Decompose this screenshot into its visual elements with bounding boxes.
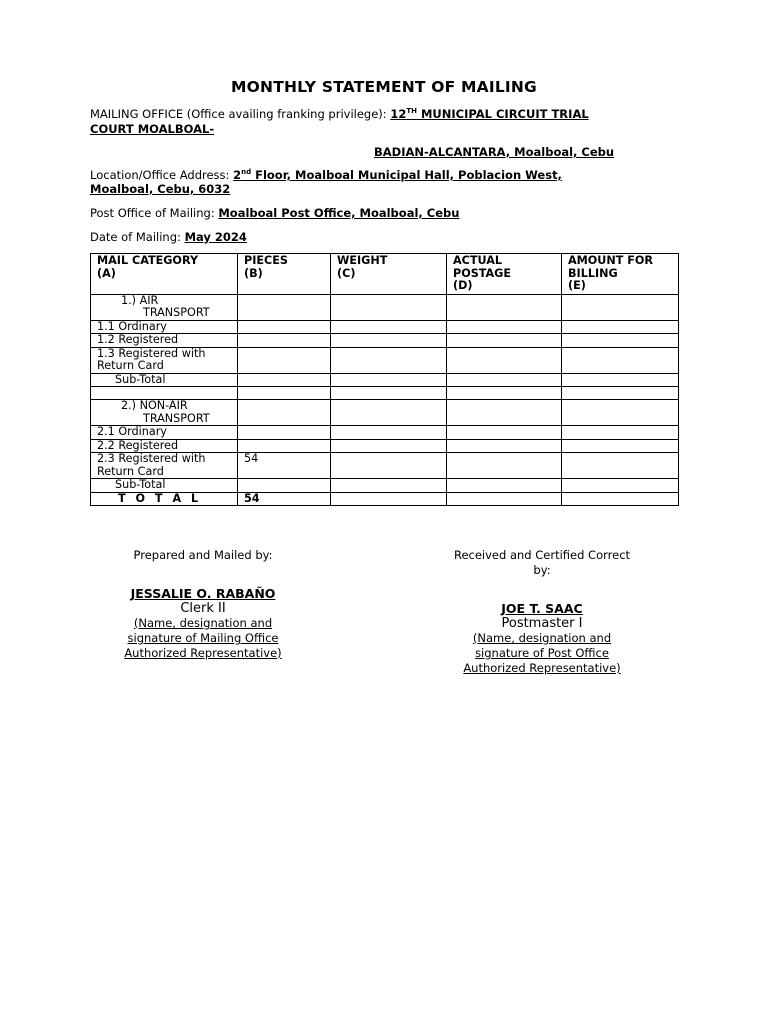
prepared-by-title: Clerk II [180,601,226,616]
row-2-1-ordinary: 2.1 Ordinary [91,426,238,440]
location-label: Location/Office Address: [90,168,234,182]
mailing-office-value-line2: COURT MOALBOAL- [90,122,215,136]
row-subtotal-air: Sub-Total [91,373,238,387]
table-row [91,334,679,348]
table-row [91,294,679,320]
prepared-by-name: JESSALIE O. RABAÑO [130,586,276,601]
table-row [91,400,679,426]
mailing-office-line [90,107,589,121]
table-row [91,453,679,479]
date-value: May 2024 [184,230,247,244]
page-title: MONTHLY STATEMENT OF MAILING [231,78,537,96]
table-row [91,387,679,400]
table-row [91,492,679,506]
certified-by-name: JOE T. SAAC [501,601,583,616]
post-office-line [90,206,459,220]
certified-by-caption: Received and Certified Correct by: [453,548,631,577]
row-non-air-transport: 2.) NON-AIR TRANSPORT [91,400,238,426]
post-office-value: Moalboal Post Office, Moalboal, Cebu [218,206,460,220]
row-2-2-registered: 2.2 Registered [91,439,238,453]
row-air-transport: 1.) AIR TRANSPORT [91,294,238,320]
table-row [91,320,679,334]
row-2-3-registered-return-card: 2.3 Registered with Return Card [91,453,238,479]
row-total-label: T O T A L [91,492,238,506]
table-row [91,426,679,440]
prepared-by-note: (Name, designation and signature of Mailing Office Authorized Representative) [124,616,282,660]
table-row [91,479,679,493]
mailing-office-label: MAILING OFFICE (Office availing franking privilege): [90,107,391,121]
certified-by-note: (Name, designation and signature of Post Office Authorized Representative) [463,631,621,675]
row-1-3-registered-return-card: 1.3 Registered with Return Card [91,347,238,373]
row-2-3-pieces: 54 [238,453,331,479]
location-value: 2nd Floor, Moalboal Municipal Hall, Poblacion West, [233,168,562,182]
header-mail-category: MAIL CATEGORY (A) [91,254,238,295]
date-line [90,230,247,244]
prepared-by-block [100,548,306,661]
post-office-label: Post Office of Mailing: [90,206,219,220]
certified-by-block [432,548,652,676]
mailing-office-value: 12TH MUNICIPAL CIRCUIT TRIAL [390,107,589,121]
row-total-pieces: 54 [238,492,331,506]
header-weight: WEIGHT (C) [331,254,447,295]
row-subtotal-non-air: Sub-Total [91,479,238,493]
table-row [91,373,679,387]
date-label: Date of Mailing: [90,230,185,244]
table-header-row [91,254,679,295]
header-amount-for-billing: AMOUNT FOR BILLING (E) [562,254,679,295]
location-line [90,168,562,182]
mailing-table [90,253,679,506]
table-row [91,439,679,453]
row-1-2-registered: 1.2 Registered [91,334,238,348]
header-actual-postage: ACTUAL POSTAGE (D) [447,254,562,295]
mailing-office-value-line3: BADIAN-ALCANTARA, Moalboal, Cebu [374,145,615,159]
header-pieces: PIECES (B) [238,254,331,295]
location-value-line2: Moalboal, Cebu, 6032 [90,182,231,196]
row-1-1-ordinary: 1.1 Ordinary [91,320,238,334]
certified-by-title: Postmaster I [501,616,583,631]
prepared-by-caption: Prepared and Mailed by: [133,548,273,562]
table-row [91,347,679,373]
